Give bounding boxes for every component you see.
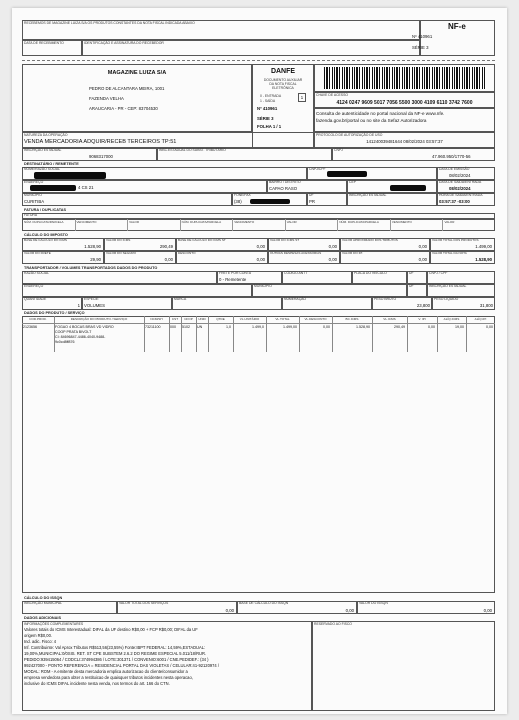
additional-info-line: 19,00%,MUNICIPAL:0/0SIS. RET. ST CPE SUBSTEM 2.6.2 DO REGIME ESPECIAL 5.011/18/RUR. (24, 651, 207, 656)
cut-line (22, 60, 495, 61)
issqn-field-label: VALOR DO ISSQN (359, 601, 388, 605)
access-key-label: CHAVE DE ACESSO (316, 93, 348, 97)
redacted-cpf (327, 171, 367, 177)
product-col-header: VL.TOTAL (275, 317, 290, 321)
danfe-title: DANFE (270, 68, 296, 75)
products-section: DADOS DO PRODUTO / SERVIÇO (24, 311, 85, 315)
issuer-district: FAZENDA VELHA (89, 96, 124, 101)
numbering-label: NUMERAÇÃO (284, 297, 307, 301)
carrier-city-field (252, 284, 407, 297)
tax-field-value: 1.528,90 (84, 244, 101, 249)
installment-col-label: NÚM. DUPLICATA/PARCELA (24, 220, 64, 224)
additional-info-line: inclusive do ICMS DIFAL incidente nesta venda, nos termos do art. 166 do CTN. (24, 681, 170, 686)
danfe-desc-1: DOCUMENTO AUXILIAR (263, 78, 303, 82)
product-cell: 1.499,00 (283, 325, 297, 329)
recipient-district-value: CAPAO RASO (269, 186, 298, 191)
carrier-uf-label: UF (409, 271, 414, 275)
additional-info-line: empresa vendedora para obter a restituicao de quaisquer tributos incidentes nesta operacao, (24, 675, 193, 680)
exit-time-label: HORA DE SAÍDA/ENTRADA (439, 193, 483, 197)
product-col-divider (407, 316, 408, 352)
product-col-divider (437, 316, 438, 352)
product-desc-line: FOGAO 4 BOCAS BRAS VD VIDRO (55, 325, 114, 329)
installment-col-divider (442, 219, 443, 231)
tax-field-label: DESCONTO (178, 251, 196, 255)
recipient-phone-value: (38) (234, 199, 242, 204)
receipt-number: Nº 410961 (412, 34, 433, 39)
product-col-divider (332, 316, 333, 352)
carrier-address-label: ENDEREÇO (24, 284, 44, 288)
cnpj-value: 47.960.950/1770-56 (432, 154, 471, 159)
tax-field-value: 29,90 (90, 257, 101, 262)
carrier-city-label: MUNICÍPIO (254, 284, 272, 288)
antt-label: CÓDIGO ANTT (284, 271, 308, 275)
carrier-ie-label: INSCRIÇÃO ESTADUAL (429, 284, 467, 288)
plate-label: PLACA DO VEÍCULO (354, 271, 387, 275)
carrier-address-field (22, 284, 252, 297)
issuer-city: ARAUCARIA - PR - CEP: 83704530 (89, 106, 158, 111)
receipt-text: RECEBEMOS DE MAGAZINE LUIZA S/A OS PRODUTOS CONSTANTES DA NOTA FISCAL INDICADA ABAIXO (24, 21, 195, 25)
danfe-desc-3: ELETRÔNICA (272, 86, 294, 90)
ie-st-label: INSC.ESTADUAL DO SUBST. TRIBUTÁRIO (159, 148, 226, 152)
installment-col-divider (232, 219, 233, 231)
product-desc-line: 9c0cd8ff876 (55, 340, 75, 344)
redacted-address (30, 185, 76, 191)
tax-field-label: VALOR APROXIMADO DOS TRIBUTOS (342, 238, 398, 242)
product-col-header: VL.UNITÁRIO (239, 317, 260, 321)
tax-field-value: 1.528,90 (475, 257, 492, 262)
product-cell: 5102 (182, 325, 190, 329)
product-cell: 1.499,0 (252, 325, 264, 329)
product-cell: 2123656 (23, 325, 37, 329)
cnpj-label: CNPJ (334, 148, 343, 152)
freight-label: FRETE POR CONTA (219, 271, 251, 275)
recipient-uf-value: PR (309, 199, 315, 204)
redacted-phone (250, 199, 290, 204)
tax-field-label: VALOR TOTAL DA NOTA (432, 251, 467, 255)
redacted-name (34, 172, 106, 179)
additional-info-line: origem R$0,00. (24, 633, 52, 638)
product-cell: 19,00 (455, 325, 464, 329)
product-col-header: NCM/SH (150, 317, 163, 321)
carrier-cnpj-label: CNPJ / CPF (429, 271, 448, 275)
product-col-header: CST (171, 317, 179, 321)
tax-field-value: 0,00 (418, 244, 427, 249)
recipient-name-label: NOME/RAZÃO SOCIAL (24, 167, 61, 171)
tax-field-label: VALOR DO SEGURO (106, 251, 137, 255)
brand-field (172, 297, 282, 310)
product-desc-line: CI: 84696847-4486-4040-9488- (55, 335, 106, 339)
product-cell: 290,49 (394, 325, 405, 329)
additional-info-line: MODAL: ROM - A emitente desta mercadoria emplica autorizacao do cliente/consumidor a (24, 669, 188, 674)
product-col-divider (169, 316, 170, 352)
tax-field-value: 290,49 (159, 244, 173, 249)
redacted-cep (390, 185, 426, 191)
danfe-series: SÉRIE 3 (257, 116, 274, 121)
issqn-field-value: 0,00 (483, 608, 492, 613)
product-col-divider (466, 316, 467, 352)
issuer-name: MAGAZINE LUIZA S/A (107, 70, 167, 76)
tax-field-value: 0,00 (418, 257, 427, 262)
installment-col-divider (285, 219, 286, 231)
danfe-entrada: 0 - ENTRADA (260, 94, 282, 98)
product-col-divider (266, 316, 267, 352)
tax-field-label: BASE DE CÁLCULO DO ICMS (24, 238, 67, 242)
access-key-value: 4124 0247 9609 5017 7056 5500 3000 4109 6110 3742 7600 (336, 100, 473, 106)
product-col-divider (208, 316, 209, 352)
product-col-header: UNID (198, 317, 206, 321)
recipient-section: DESTINATÁRIO / REMETENTE (24, 162, 79, 166)
tax-field-label: OUTRAS DESPESAS ACESSÓRIAS (270, 251, 322, 255)
recipient-district-label: BAIRRO / DISTRITO (269, 180, 301, 184)
tax-field-value: 1.499,00 (475, 244, 492, 249)
recipient-cep-label: CEP (349, 180, 356, 184)
issqn-field-value: 0,00 (345, 608, 354, 613)
species-label: ESPÉCIE (84, 297, 99, 301)
installment-col-divider (390, 219, 391, 231)
danfe-type: 1 (300, 95, 304, 100)
nature-label: NATUREZA DA OPERAÇÃO (24, 133, 68, 137)
recipient-ie-label: INSCRIÇÃO ESTADUAL (349, 193, 387, 197)
carrier-section: TRANSPORTADOR / VOLUMES TRANSPORTADOS DADOS DO PRODUTO (24, 266, 158, 270)
installment-col-divider (180, 219, 181, 231)
additional-section: DADOS ADICIONAIS (24, 616, 61, 620)
carrier-uf2-label: UF (409, 284, 414, 288)
product-header-rule (22, 323, 495, 324)
tax-field-value: 0,00 (256, 257, 265, 262)
receipt-series: SÉRIE 3 (412, 45, 429, 50)
danfe-sheet (12, 8, 507, 714)
recipient-city-value: CURITIBA (24, 199, 45, 204)
invoice-label: FATURA (24, 213, 38, 217)
product-cell: 0,00 (323, 325, 330, 329)
product-col-header: VL.ICMS (383, 317, 396, 321)
product-col-divider (196, 316, 197, 352)
tax-field-label: VALOR TOTAL DOS PRODUTOS (432, 238, 479, 242)
danfe-saida: 1 - SAÍDA (260, 99, 276, 103)
danfe-number: Nº 410961 (257, 106, 278, 111)
product-col-header: BC.ICMS (345, 317, 359, 321)
protocol-label: PROTOCOLO DE AUTORIZAÇÃO DE USO (316, 133, 383, 137)
tax-field-value: 0,00 (256, 244, 265, 249)
product-cell: 000 (170, 325, 176, 329)
recipient-city-label: MUNICÍPIO (24, 193, 42, 197)
recipient-address-label: ENDEREÇO (24, 180, 44, 184)
product-col-header: ALÍQ.ICMS (443, 317, 460, 321)
installment-col-label: VALOR (286, 220, 297, 224)
product-cell: 1.528,90 (356, 325, 370, 329)
issqn-field-value: 0,00 (225, 608, 234, 613)
product-col-header: V. IPI (418, 317, 426, 321)
tax-field-label: VALOR DO IPI (342, 251, 363, 255)
product-col-header: ALÍQ.IPI (474, 317, 487, 321)
receipt-signature-label: IDENTIFICAÇÃO E ASSINATURA DO RECEBEDOR (84, 41, 164, 45)
ie-label: INSCRIÇÃO ESTADUAL (24, 148, 62, 152)
additional-info-label: INFORMAÇÕES COMPLEMENTARES (24, 622, 84, 626)
fisco-box (312, 621, 495, 711)
products-table (22, 316, 495, 593)
carrier-name-label: RAZÃO SOCIAL (24, 271, 50, 275)
net-weight-label: PESO LÍQUIDO (434, 297, 459, 301)
product-cell: 1,0 (226, 325, 231, 329)
product-col-header: CFOP (184, 317, 193, 321)
tax-field-label: VALOR DO ICMS (106, 238, 131, 242)
tax-field-label: VALOR DO ICMS ST (270, 238, 300, 242)
product-col-divider (144, 316, 145, 352)
issqn-field-label: INSCRIÇÃO MUNICIPAL (24, 601, 62, 605)
additional-info-line: PEDIDO:939415064 / CODCLI:374994386 / LOTE:301371 / CONVENIO:6001 / CNE.PEDIDEF.: (34 ) (24, 657, 209, 662)
issqn-field-label: BASE DE CÁLCULO DO ISSQN (239, 601, 289, 605)
issuer-address: PEDRO DE ALCANTARA MEIRA, 1001 (89, 86, 165, 91)
additional-info-line: Inf. Contribuinte: Val Aprox Tributos R$513,56(23,55%) Fonte:IBPT FEDERAL: 14,59%,ESTADUAL: (24, 645, 206, 650)
emission-date-value: 08/02/2024 (449, 173, 471, 178)
tax-field-value: 0,00 (328, 244, 337, 249)
barcode (324, 67, 486, 89)
product-cell: 0,00 (428, 325, 435, 329)
freight-value: 0 - Remetente (219, 277, 247, 282)
product-col-divider (299, 316, 300, 352)
tax-field-value: 0,00 (164, 257, 173, 262)
danfe-page: FOLHA 1 / 1 (257, 124, 282, 129)
installment-col-label: VENCIMENTO (76, 220, 97, 224)
cnpj-field (332, 148, 495, 161)
tax-field-label: VALOR DO FRETE (24, 251, 51, 255)
product-cell: 0,00 (486, 325, 493, 329)
product-cell: 73211100 (145, 325, 161, 329)
recipient-phone-label: FONE/FAX (234, 193, 251, 197)
additional-info-line: Valores totais do ICMS Interestadual: DIFAL da UF destino R$0,00 + FCP R$0,00; DIFAL da UF (24, 627, 198, 632)
emission-date-label: DATA DE EMISSÃO (439, 167, 470, 171)
issqn-field-label: VALOR TOTAL DOS SERVIÇOS (119, 601, 169, 605)
installment-col-label: NÚM. DUPLICATA/PARCELA (339, 220, 379, 224)
installment-col-divider (75, 219, 76, 231)
recipient-cnpj-label: CNPJ/CPF (309, 167, 326, 171)
quantity-value: 1 (77, 303, 80, 308)
fisco-label: RESERVADO AO FISCO (314, 622, 352, 626)
tax-section: CÁLCULO DO IMPOSTO (24, 233, 68, 237)
gross-weight-label: PESO BRUTO (374, 297, 397, 301)
product-desc-line: COOP PRATA BIVOLT (55, 330, 92, 334)
installment-col-label: VENCIMENTO (391, 220, 412, 224)
product-col-header: QTDE (216, 317, 225, 321)
gross-weight-value: 23,800 (416, 303, 430, 308)
receipt-nfe-title: NF-e (448, 22, 466, 31)
protocol-value: 141240039481644 08/02/2024 03:57:37 (366, 139, 443, 144)
carrier-name-field (22, 271, 217, 284)
invoice-section: FATURA / DUPLICATAS (24, 208, 67, 212)
product-cell: UN (197, 325, 203, 329)
recipient-uf-label: UF (309, 193, 314, 197)
net-weight-value: 31,800 (479, 303, 493, 308)
additional-info-line: Ind. adic. Fisco: 4 (24, 639, 57, 644)
brand-label: MARCA (174, 297, 187, 301)
product-col-divider (181, 316, 182, 352)
consulta-line-1: Consulta de autenticidade no portal nacional da NF-e www.nfe. (316, 111, 445, 116)
species-value: VOLUMES (84, 303, 106, 308)
exit-date-value: 08/02/2024 (449, 186, 471, 191)
nature-value: VENDA MERCADORIA ADQUIR/RECEB TERCEIROS TP:51 (24, 139, 177, 145)
product-col-header: VL.DESCONTO (304, 317, 327, 321)
recipient-city-field (22, 193, 232, 206)
installment-col-divider (127, 219, 128, 231)
exit-time-value: 03:57:37 -03:00 (439, 199, 470, 204)
tax-field-value: 0,00 (328, 257, 337, 262)
product-col-header: DESCRIÇÃO DO PRODUTO / SERVIÇO (70, 317, 128, 321)
receipt-date-label: DATA DE RECEBIMENTO (24, 41, 64, 45)
tax-field-label: BASE DE CÁLCULO DO ICMS ST (178, 238, 226, 242)
consulta-line-2: fazenda.gov.br/portal ou no site da Sefaz Autorizadora (316, 118, 427, 123)
product-col-header: COD.PROD. (29, 317, 47, 321)
recipient-address-value: 4 CS 21 (78, 185, 94, 190)
danfe-desc-2: DA NOTA FISCAL (269, 82, 297, 86)
installment-col-label: VALOR (129, 220, 140, 224)
ie-value: 9068317000 (89, 154, 113, 159)
exit-date-label: DATA DE SAÍDA/ENTRADA (439, 180, 482, 184)
product-col-divider (372, 316, 373, 352)
additional-info-line: 992427000 - PONTO REFERENCIA = RESIDENCIAL PORTAL DAS VIOLETAS / CELULAR:41-92120974 / (24, 663, 219, 668)
installment-col-divider (337, 219, 338, 231)
installment-col-label: NÚM. DUPLICATA/PARCELA (181, 220, 222, 224)
issqn-section: CÁLCULO DO ISSQN (24, 596, 63, 600)
product-col-divider (233, 316, 234, 352)
quantity-label: QUANTIDADE (24, 297, 47, 301)
installment-col-label: VENCIMENTO (234, 220, 255, 224)
installment-col-label: VALOR (444, 220, 455, 224)
